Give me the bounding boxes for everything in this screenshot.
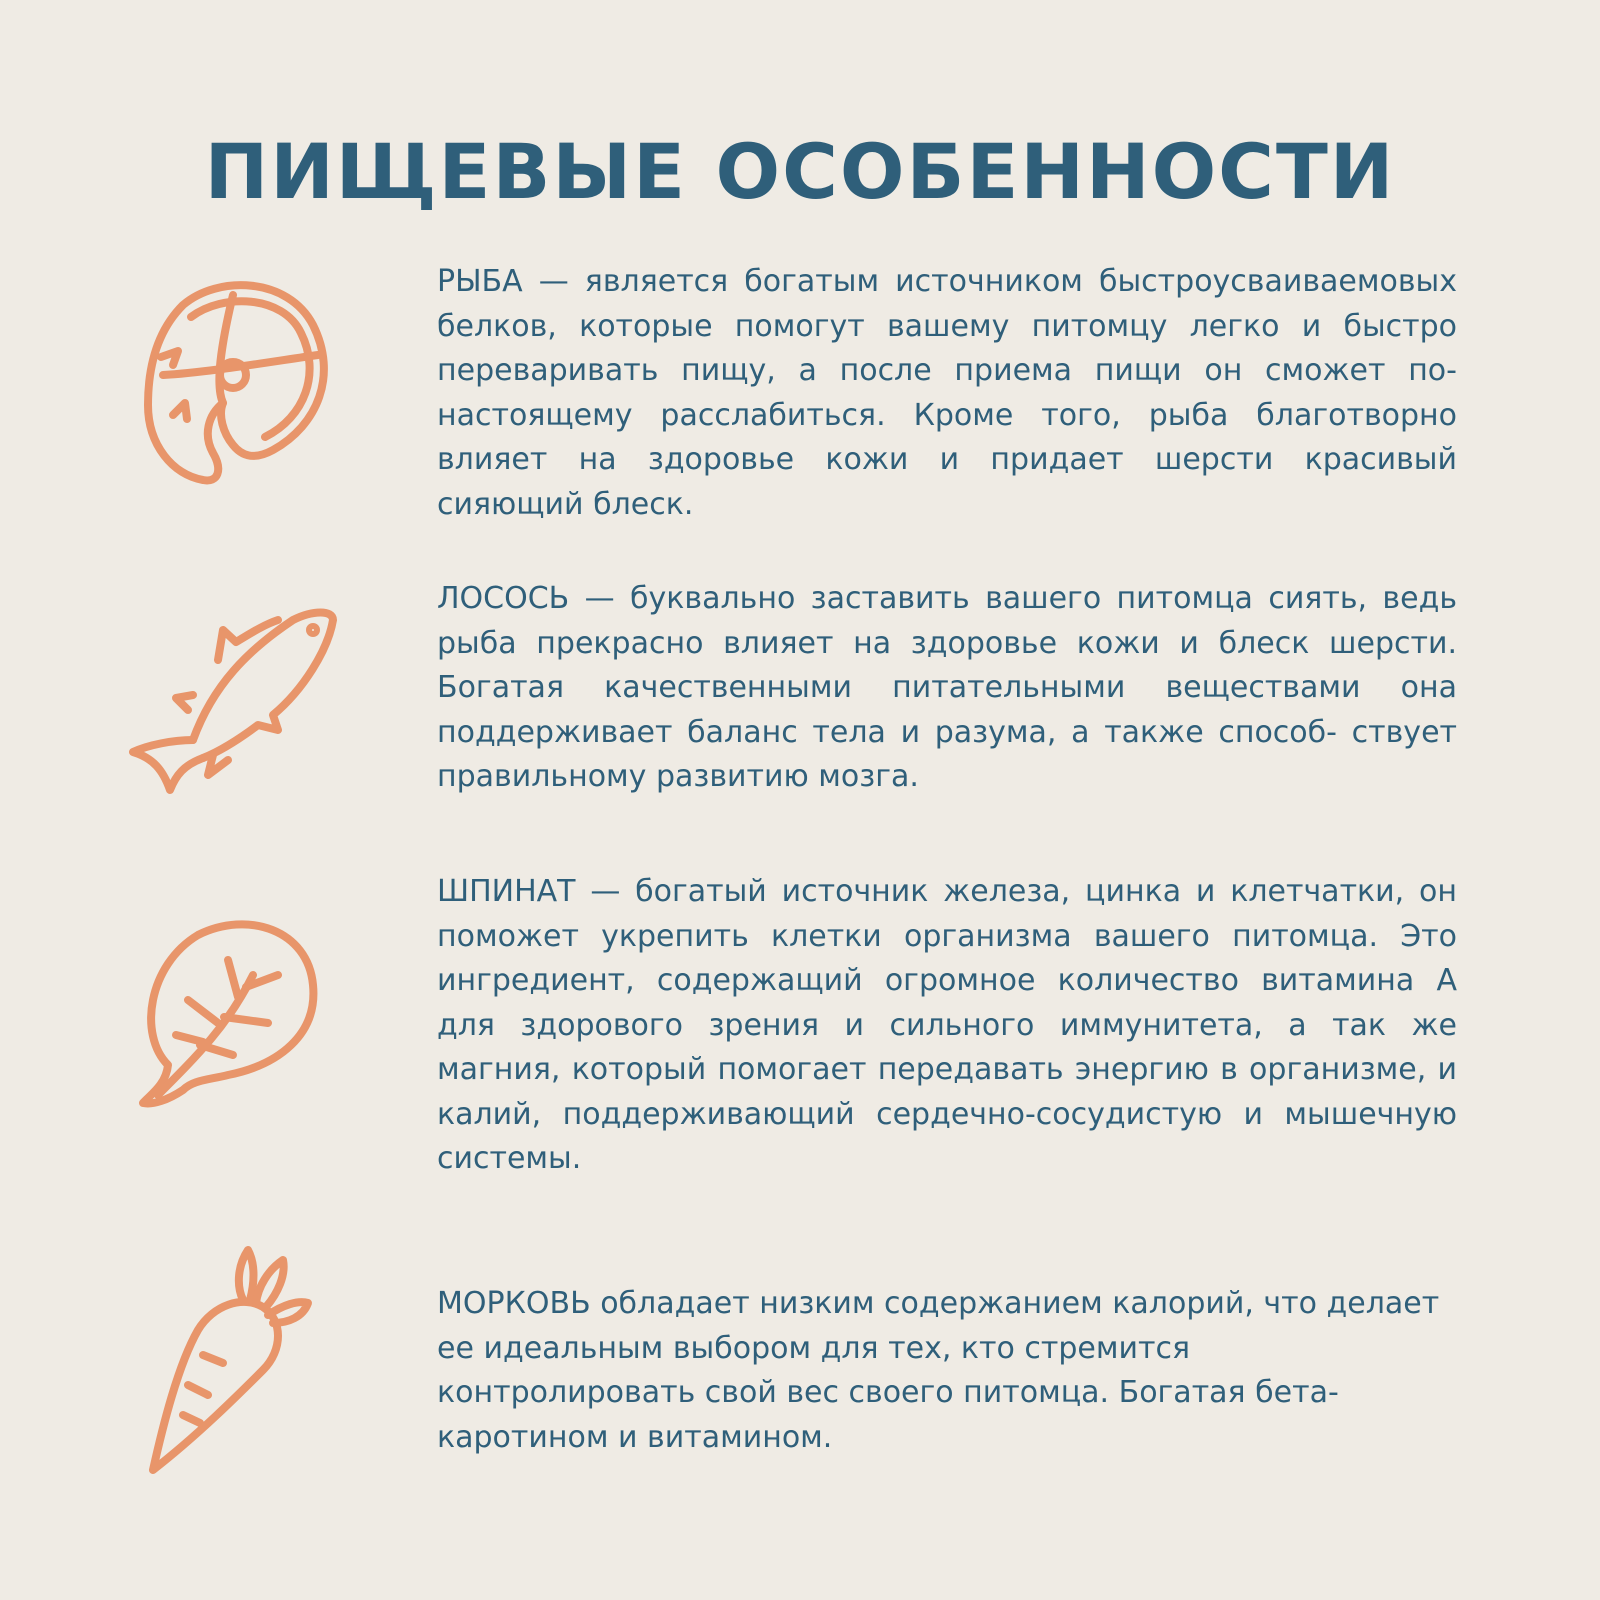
item-text-spinach: ШПИНАТ — богатый источник железа, цинка и клетчатки, он поможет укрепить клетки организма вашего питомца. Это ингредиент, содержащий огромное количество витамина А для здорового зрения и сильного иммунитета, а так же магния, который помогает передавать энергию в организме, и калий, поддерживающий сердечно-сосудистую и мышечную системы. [437,874,1457,1176]
carrot-icon [128,1245,358,1475]
item-text-carrot: МОРКОВЬ обладает низким содержанием калорий, что делает ее идеальным выбором для тех, кто стремится контролировать свой вес своего питомца. Богатая бета-каротином и витамином. [437,1286,1440,1455]
spinach-leaf-icon [128,905,358,1135]
item-text-fish: РЫБА — является богатым источником быстроусваиваемовых белков, которые помогут вашему питомцу легко и быстро переваривать пищу, а после приема пищи он сможет по-настоящему расслабиться. Кроме того, рыба благотворно влияет на здоровье кожи и придает шерсти красивый сияющий блеск. [437,264,1457,522]
page-title: ПИЩЕВЫЕ ОСОБЕННОСТИ [204,127,1396,216]
fish-icon [118,590,348,820]
item-text-salmon: ЛОСОСЬ — буквально заставить вашего питомца сиять, ведь рыба прекрасно влияет на здоровье кожи и блеск шерсти. Богатая качественными питательными веществами она поддерживает баланс тела и разума, а также способ- ствует правильному развитию мозга. [437,581,1457,794]
fish-steak-icon [123,265,353,495]
